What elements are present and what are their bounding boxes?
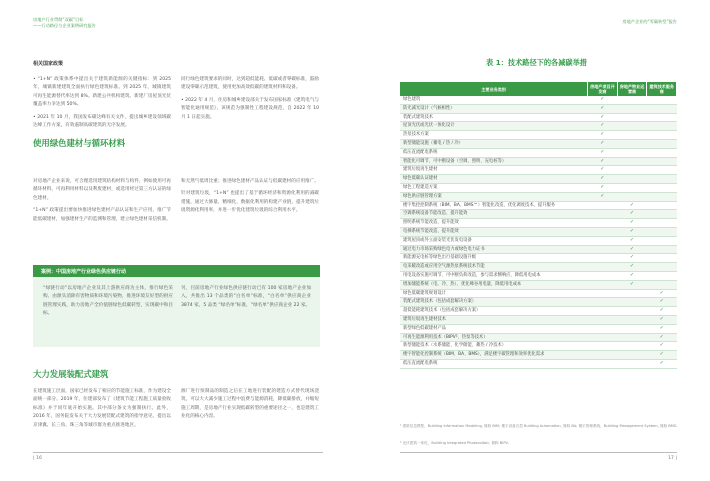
table-row <box>400 166 677 175</box>
measure-label: 新型储能技术（水系储能、化学储能、蓄热 / 冷技术） <box>400 342 588 351</box>
empty-cell <box>647 236 677 245</box>
empty-cell <box>588 359 618 368</box>
case-study-text-b: 另，目前房地产行业绿色供应链行动已有 100 家房地产企业加入，共推出 13 个品类的“白名单”标准，“白名单”供应商企业 3874 家，5 品类 “绿名单”标准，“绿名单”供应商企业 22 家。 <box>181 286 311 308</box>
check-mark-icon: ✓ <box>617 245 647 254</box>
check-mark-icon: ✓ <box>617 271 647 280</box>
check-mark-icon: ✓ <box>588 131 618 140</box>
empty-cell <box>588 219 618 228</box>
table-row <box>400 201 677 210</box>
empty-cell <box>647 201 677 210</box>
empty-cell <box>588 271 618 280</box>
table-row <box>400 210 677 219</box>
table-row <box>400 359 677 368</box>
materials-paragraph: 针对建筑垃圾，“1+N” 也提出了基于循环经济和资源化利用的减碳措施，通过大修量、精细化、数据化利用的构建产业链，提升建筑垃圾资源化利用率，并进一步优化建筑垃圾的综合利用水平。 <box>181 191 319 214</box>
policy-column-b <box>181 76 319 126</box>
measure-label: 建筑垃圾再生建材技术 <box>400 315 588 324</box>
check-mark-icon: ✓ <box>617 210 647 219</box>
measure-label: 屋顶光伏或光伏一体化设计 <box>400 122 588 131</box>
table-row <box>400 236 677 245</box>
table-row <box>400 104 677 113</box>
table-row <box>400 271 677 280</box>
check-mark-icon: ✓ <box>647 289 677 298</box>
empty-cell <box>588 263 618 272</box>
measure-label: 新能源充电桩等绿色出行基础设施升级 <box>400 254 588 263</box>
table-row <box>400 315 677 324</box>
measure-label: 电采暖改造或应用空气源热泵系统技术节能 <box>400 263 588 272</box>
empty-cell <box>588 236 618 245</box>
check-mark-icon: ✓ <box>588 139 618 148</box>
empty-cell <box>617 298 647 307</box>
table-body <box>400 96 677 368</box>
measure-label: 绿色低碳认证建材 <box>400 175 588 184</box>
policy-paragraph: 同行绿色建筑要求的同时，达到超低能耗、低碳或者零碳标准，鼓励建设零碳示范建筑，使用更加高效低碳的建筑材料和设备。 <box>181 77 319 91</box>
check-mark-icon: ✓ <box>647 324 677 333</box>
empty-cell <box>647 96 677 104</box>
measure-label: 增加储能系统（电、冷、热），优化峰谷用电量，降低用电成本 <box>400 280 588 289</box>
table-row <box>400 192 677 201</box>
footnote-1: ¹ 建筑信息模型，Building Information Modeling, 简称 BIM; 楼宇设备自控 Building Automation, 简称 BA; 楼宇管理系统，Building Management System, 简称 BMS. <box>400 424 678 428</box>
empty-cell <box>617 307 647 316</box>
check-mark-icon: ✓ <box>647 333 677 342</box>
table-row <box>400 227 677 236</box>
check-mark-icon: ✓ <box>617 280 647 289</box>
empty-cell <box>647 280 677 289</box>
page-number-value: 17 <box>668 456 674 461</box>
empty-cell <box>588 210 618 219</box>
table-row <box>400 324 677 333</box>
materials-column-a <box>33 178 171 224</box>
empty-cell <box>647 227 677 236</box>
empty-cell <box>588 351 618 360</box>
measure-label: 热泵技术方案 <box>400 131 588 140</box>
empty-cell <box>647 148 677 157</box>
empty-cell <box>617 315 647 324</box>
section-title-green-materials: 使用绿色建材与循环材料 <box>33 138 126 148</box>
empty-cell <box>617 175 647 184</box>
footer-divider <box>400 452 677 453</box>
empty-cell <box>617 359 647 368</box>
materials-paragraph: 和无然气低周比重；推进绿色建材产品认证与低碳建材的应用推广。 <box>181 179 319 184</box>
empty-cell <box>588 307 618 316</box>
empty-cell <box>647 131 677 140</box>
empty-cell <box>588 201 618 210</box>
measure-label: 智能化可调节、可中断设备（空调、照明、充电桩等） <box>400 157 588 166</box>
policy-paragraph: • 2022 年 4 月，住房和城乡建设部关于发布国家标准《建筑电气与智能化通用规范》，该规范为强制性工程建设规范，自 2022 年 10 月 1 日起实施。 <box>181 97 320 120</box>
table-row <box>400 183 677 192</box>
empty-cell <box>647 104 677 113</box>
empty-cell <box>588 254 618 263</box>
check-mark-icon: ✓ <box>588 113 618 122</box>
empty-cell <box>588 342 618 351</box>
table-row <box>400 307 677 316</box>
check-mark-icon: ✓ <box>588 166 618 175</box>
empty-cell <box>647 122 677 131</box>
check-mark-icon: ✓ <box>617 254 647 263</box>
check-mark-icon: ✓ <box>588 192 618 201</box>
empty-cell <box>617 342 647 351</box>
empty-cell <box>647 210 677 219</box>
table-row <box>400 245 677 254</box>
check-mark-icon: ✓ <box>647 315 677 324</box>
check-mark-icon: ✓ <box>647 307 677 316</box>
check-mark-icon: ✓ <box>588 157 618 166</box>
empty-cell <box>588 298 618 307</box>
empty-cell <box>617 148 647 157</box>
case-study-text-a: “绿链行动”以房地产企业及其上游供应商为主体，推行绿色采购、由源头消除有害物质和环境污染物，推进环境友好型的供应链管理实践，助力房地产全价值链绿色低碳转型，实现碳中和目标。 <box>43 286 173 317</box>
column-header-tech-provider: 建筑技术服务商 <box>647 82 677 96</box>
measure-label: 绿色建筑 <box>400 96 588 104</box>
check-mark-icon: ✓ <box>647 351 677 360</box>
measure-label: 装配式建筑技术 <box>400 113 588 122</box>
table-row <box>400 148 677 157</box>
empty-cell <box>647 192 677 201</box>
measure-label: 楼宇集控控制系统（BIM、BA、BMS™）智能化改造、优化调度技术、提升服务 <box>400 201 588 210</box>
empty-cell <box>617 333 647 342</box>
table-row <box>400 113 677 122</box>
measure-label: 可再生能源利用技术（BIPV²、热泵等技术） <box>400 333 588 342</box>
page-number-right: 17 | <box>668 456 677 461</box>
empty-cell <box>617 166 647 175</box>
empty-cell <box>588 245 618 254</box>
check-mark-icon: ✓ <box>647 359 677 368</box>
running-header-left <box>33 17 96 28</box>
measure-label: 低压直流配电系统 <box>400 148 588 157</box>
empty-cell <box>617 289 647 298</box>
measure-label: 防光减光设计（气候相性） <box>400 104 588 113</box>
empty-cell <box>588 289 618 298</box>
measures-table <box>400 82 677 369</box>
empty-cell <box>617 104 647 113</box>
running-header-right: 房地产企业的“零碳转型”报告 <box>622 19 677 24</box>
measure-label: 绿色低碳建筑规划设计 <box>400 289 588 298</box>
empty-cell <box>647 175 677 184</box>
empty-cell <box>617 139 647 148</box>
table-row <box>400 131 677 140</box>
check-mark-icon: ✓ <box>647 342 677 351</box>
empty-cell <box>617 113 647 122</box>
case-study-title: 案例：中国房地产行业绿色供应链行动 <box>41 269 127 275</box>
empty-cell <box>588 280 618 289</box>
table-row <box>400 157 677 166</box>
measure-label: 楼宇智能化控制系统（BIM、BA、BMS），满足楼宇碳管理和效率优化需求 <box>400 351 588 360</box>
materials-paragraph: 对房地产企业来说，可合理选用建筑结构材料与构件，例如使用可再循环材料，可再利用材料以及利废建材，或选用经过第三方认证的绿色建材。 <box>33 179 171 201</box>
check-mark-icon: ✓ <box>588 183 618 192</box>
section-title-prefab: 大力发展装配式建筑 <box>33 369 109 379</box>
materials-paragraph: “1+N” 政策提出要加快推进绿色建材产品认证和生产应用，推广节能低碳建材，加强建材生产的监测和管理，建立绿色建材采信机制。 <box>33 208 171 222</box>
measure-label: 绿色工程建造方案 <box>400 183 588 192</box>
measure-label: 空调系统设备节能改造、提升能效 <box>400 210 588 219</box>
table-row <box>400 96 677 104</box>
column-header-category: 主要业务类别 <box>400 82 588 96</box>
measure-label: 电梯系统节能改造、提升能效 <box>400 227 588 236</box>
measure-label: 照明系统节能改造、提升能效 <box>400 219 588 228</box>
table-row <box>400 298 677 307</box>
measure-label: 超低能耗建筑技术（包括成套解决方案） <box>400 307 588 316</box>
table-row <box>400 333 677 342</box>
empty-cell <box>647 254 677 263</box>
check-mark-icon: ✓ <box>617 201 647 210</box>
table-row <box>400 289 677 298</box>
column-header-developer: 房地产项目开发商 <box>588 82 618 96</box>
policy-subheading: 相关国家政策 <box>33 61 64 67</box>
empty-cell <box>647 263 677 272</box>
empty-cell <box>647 219 677 228</box>
table-row <box>400 351 677 360</box>
empty-cell <box>647 271 677 280</box>
empty-cell <box>617 351 647 360</box>
measure-label: 新型绿色低碳建材产品 <box>400 324 588 333</box>
measure-label: 用电设备实施可调节、可中断负荷改造，参与需求侧响应，降低用电成本 <box>400 271 588 280</box>
column-header-operator: 房地产物业运营商 <box>617 82 647 96</box>
header-line-2: ——行动路径与企业案例研究报告 <box>33 22 96 28</box>
materials-column-b <box>181 178 319 216</box>
header-line-1: 房地产行业贯彻“双碳”目标 <box>33 17 84 22</box>
measure-label: 新型储能设施（蓄电 / 热 / 冷） <box>400 139 588 148</box>
check-mark-icon: ✓ <box>588 96 618 104</box>
empty-cell <box>588 324 618 333</box>
measure-label: 通过电力市场采购绿色电力或绿色电力证书 <box>400 245 588 254</box>
table-row <box>400 122 677 131</box>
check-mark-icon: ✓ <box>588 148 618 157</box>
footnote-2: ² 光伏建筑一体化，Building Integrated Photovoltaic, 简称 BIPV. <box>400 441 509 445</box>
check-mark-icon: ✓ <box>647 298 677 307</box>
empty-cell <box>617 324 647 333</box>
empty-cell <box>588 333 618 342</box>
check-mark-icon: ✓ <box>617 219 647 228</box>
table-row <box>400 219 677 228</box>
empty-cell <box>617 183 647 192</box>
measure-label: 装配式建筑技术（包括成套解决方案） <box>400 298 588 307</box>
policy-paragraph: • 2021 年 10 月，我国发布碳达峰有关文件，提出城乡建设领域碳达峰工作方案，有效遏制高碳建筑的无序发展。 <box>33 114 171 129</box>
empty-cell <box>617 122 647 131</box>
empty-cell <box>617 131 647 140</box>
table-header-row <box>400 82 677 96</box>
policy-column-a <box>33 76 171 134</box>
check-mark-icon: ✓ <box>588 104 618 113</box>
empty-cell <box>647 245 677 254</box>
table-row <box>400 280 677 289</box>
prefab-column-a: 在建筑施工层面，国家已经发布了相应的节能施工标准，作为建设全面统一部分。2019 年，住建部发布了《建筑节能工程施工质量验收标准》并于同年底开始实施。其中部分条文为强制执行。此外，2016 年，国务院发布关于大力发展装配式建筑的指导意见，提出以京津冀、长三角、珠三角等城市群为重点推进地区。 <box>33 389 171 428</box>
table-row <box>400 254 677 263</box>
empty-cell <box>617 96 647 104</box>
check-mark-icon: ✓ <box>617 236 647 245</box>
page-number-value: 16 <box>36 456 42 461</box>
footer-divider <box>33 452 323 453</box>
check-mark-icon: ✓ <box>588 122 618 131</box>
empty-cell <box>588 315 618 324</box>
prefab-column-b: 源厂进行预制品的制造之后在工地进行装配的建造方式替代现场浇筑，可以大大减少施工过程中浪费与能源消耗，降低碳排放，并缩短施工周期，是房地产行业实现低碳转型的重要途径之一，也是建筑工业化的核心内容。 <box>181 389 319 420</box>
empty-cell <box>647 183 677 192</box>
table-row <box>400 139 677 148</box>
table-title: 表 1：技术路径下的各减碳举措 <box>486 58 587 67</box>
page-number-left: | 16 <box>33 456 42 461</box>
empty-cell <box>647 139 677 148</box>
measure-label: 建筑屋顶或外立面安装光伏发电设备 <box>400 236 588 245</box>
table-row <box>400 342 677 351</box>
empty-cell <box>617 192 647 201</box>
empty-cell <box>647 157 677 166</box>
table-row <box>400 175 677 184</box>
empty-cell <box>588 227 618 236</box>
empty-cell <box>647 113 677 122</box>
measure-label: 低压直流配电系统 <box>400 359 588 368</box>
measure-label: 绿色供应链管理方案 <box>400 192 588 201</box>
policy-paragraph: • “1+N” 政策体系中提出关于建筑新能源的关键指标：到 2025 年，城镇新建建筑全面执行绿色建筑标准。到 2025 年，城镇建筑可再生能源替代率达到 8%。新建公共机构建筑、新建厂房屋顶光伏覆盖率力争达到 50%。 <box>33 77 171 108</box>
empty-cell <box>647 166 677 175</box>
case-study-box <box>33 265 320 347</box>
check-mark-icon: ✓ <box>617 227 647 236</box>
table-row <box>400 263 677 272</box>
measure-label: 建筑垃圾再生建材 <box>400 166 588 175</box>
check-mark-icon: ✓ <box>588 175 618 184</box>
case-study-header-bar <box>33 265 320 277</box>
empty-cell <box>617 157 647 166</box>
check-mark-icon: ✓ <box>617 263 647 272</box>
